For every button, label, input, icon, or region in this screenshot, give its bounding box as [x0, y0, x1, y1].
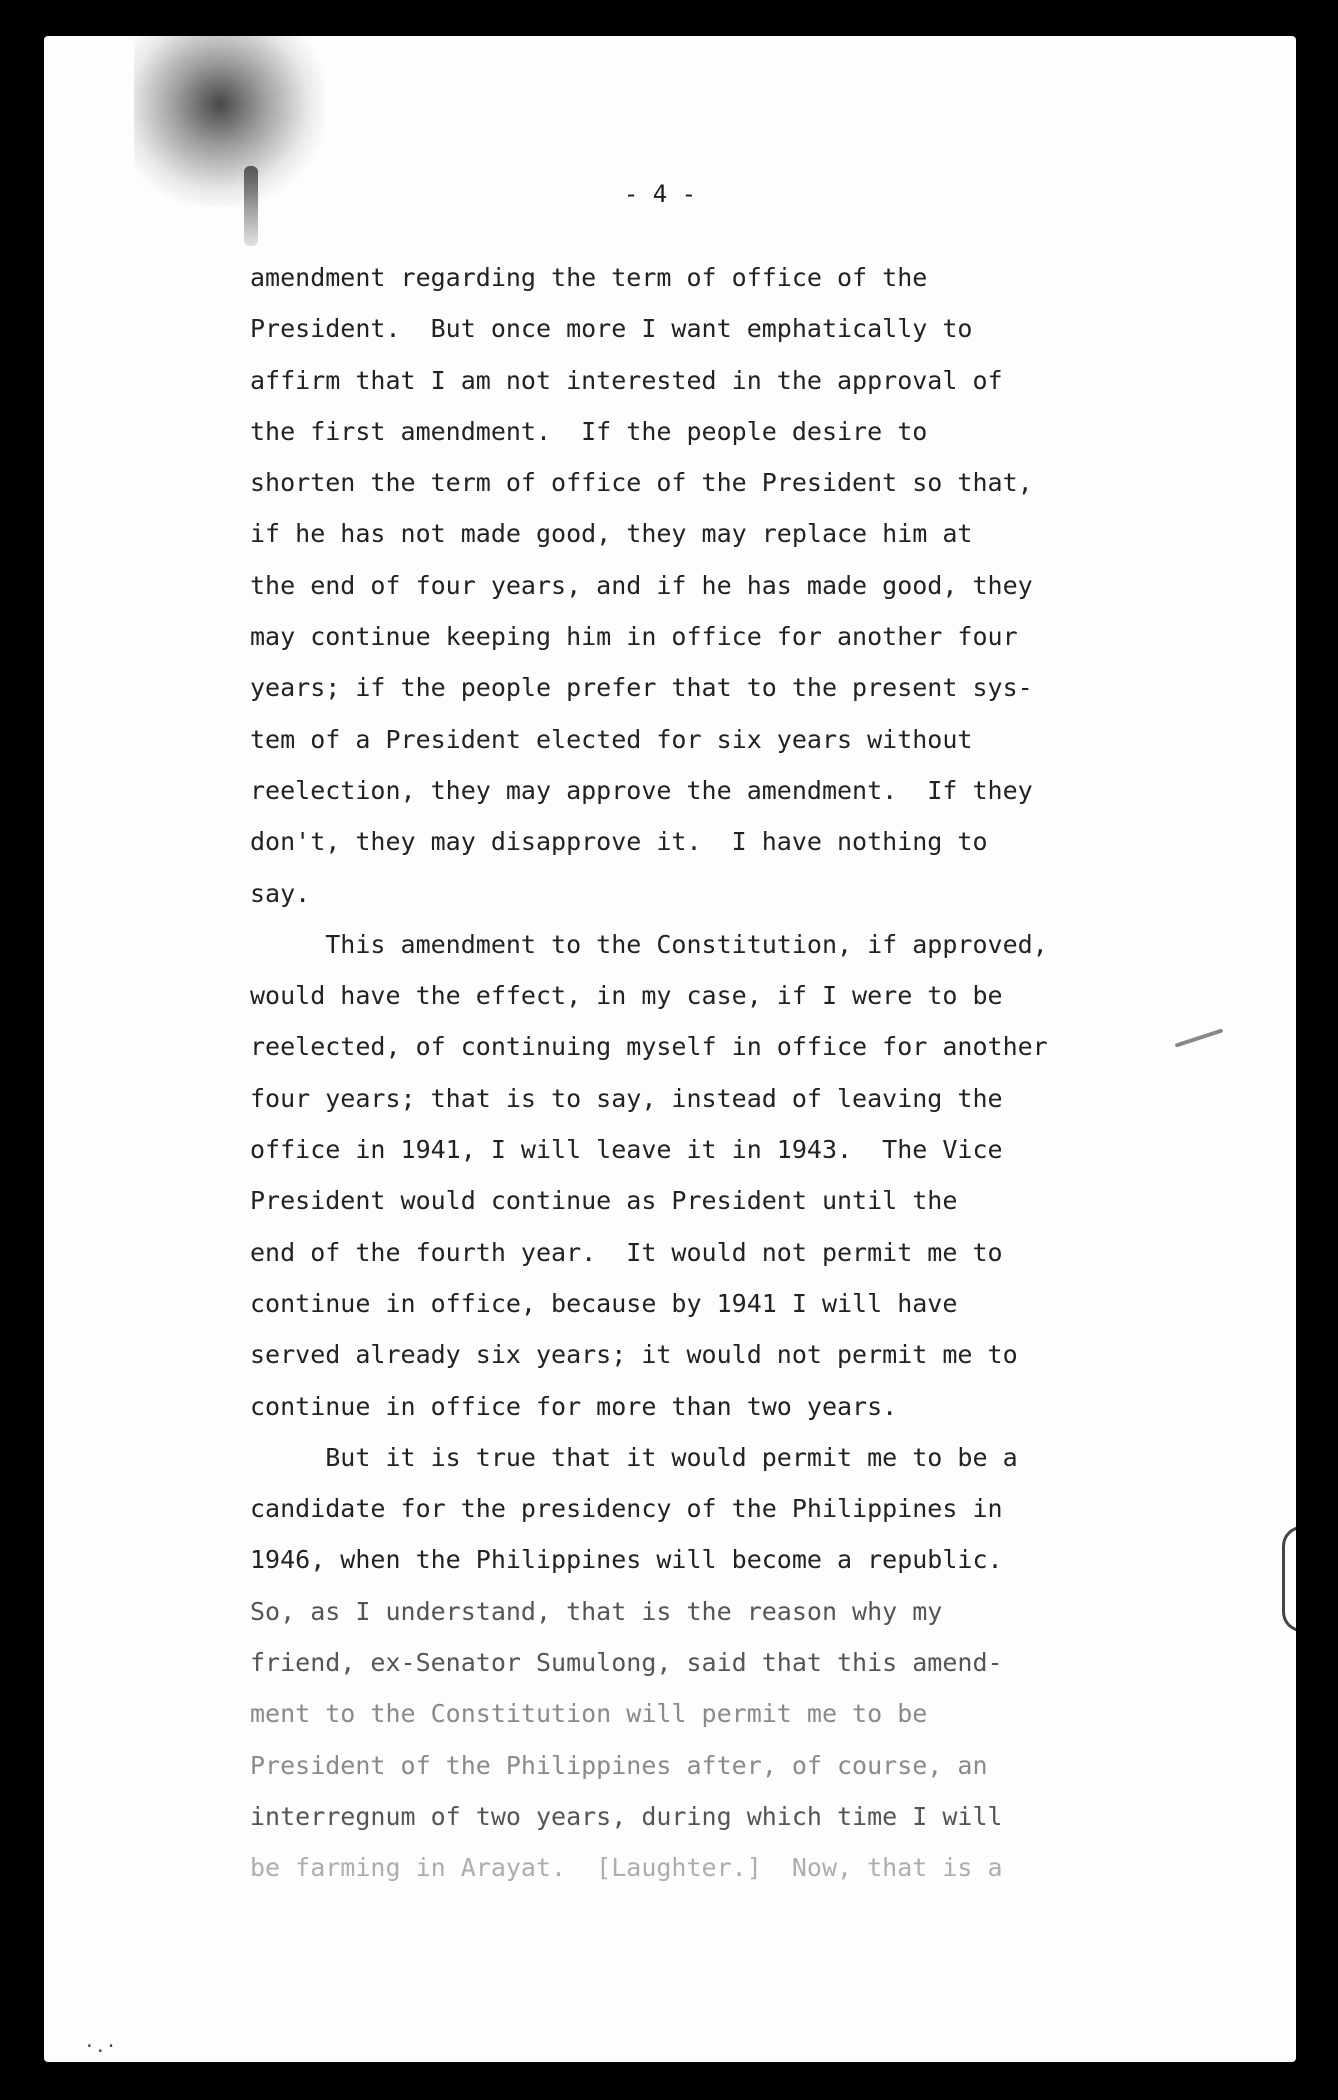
text-line: tem of a President elected for six years without: [250, 724, 973, 754]
text-line: four years; that is to say, instead of leaving the: [250, 1083, 1003, 1113]
text-line: This amendment to the Constitution, if approved,: [250, 929, 1048, 959]
typed-body-text: [250, 252, 1130, 1894]
text-line: end of the fourth year. It would not permit me to: [250, 1237, 1003, 1267]
ink-smudge-stamp: [134, 36, 324, 206]
text-line: office in 1941, I will leave it in 1943. The Vice: [250, 1135, 1003, 1165]
page-edge-curl: [1282, 1526, 1296, 1632]
corner-specks: ·.·: [84, 2036, 117, 2057]
text-line: don't, they may disapprove it. I have nothing to: [250, 827, 988, 857]
text-line: reelection, they may approve the amendment. If they: [250, 775, 1033, 805]
text-line: continue in office, because by 1941 I will have: [250, 1288, 958, 1318]
text-line: would have the effect, in my case, if I were to be: [250, 981, 1003, 1011]
page-number: - 4 -: [623, 180, 697, 208]
text-line: 1946, when the Philippines will become a republic.: [250, 1545, 1003, 1575]
text-line: years; if the people prefer that to the present sys-: [250, 673, 1033, 703]
text-line-faded: be farming in Arayat. [Laughter.] Now, that is a: [250, 1853, 1003, 1883]
ink-smudge-tail: [244, 166, 258, 246]
text-line: shorten the term of office of the President so that,: [250, 468, 1033, 498]
text-line: the end of four years, and if he has made good, they: [250, 570, 1033, 600]
text-line: reelected, of continuing myself in office for another: [250, 1032, 1048, 1062]
text-line: President. But once more I want emphatically to: [250, 314, 973, 344]
text-line: say.: [250, 878, 311, 908]
text-line: candidate for the presidency of the Philippines in: [250, 1494, 1003, 1524]
text-line-faded: interregnum of two years, during which time I will: [250, 1801, 1003, 1831]
text-line: But it is true that it would permit me to be a: [250, 1442, 1018, 1472]
text-line: the first amendment. If the people desire to: [250, 416, 928, 446]
text-line: affirm that I am not interested in the approval of: [250, 365, 1003, 395]
margin-pencil-mark: [1175, 1028, 1224, 1047]
text-line-faded: friend, ex-Senator Sumulong, said that this amend-: [250, 1648, 1003, 1678]
text-line: if he has not made good, they may replace him at: [250, 519, 973, 549]
text-line: may continue keeping him in office for another four: [250, 622, 1018, 652]
text-line-faded: So, as I understand, that is the reason why my: [250, 1596, 943, 1626]
text-line: continue in office for more than two years.: [250, 1391, 898, 1421]
text-line: served already six years; it would not permit me to: [250, 1340, 1018, 1370]
text-line-faded: President of the Philippines after, of course, an: [250, 1750, 988, 1780]
text-line-faded: ment to the Constitution will permit me to be: [250, 1699, 928, 1729]
text-line: amendment regarding the term of office of the: [250, 263, 928, 292]
text-line: President would continue as President until the: [250, 1186, 958, 1216]
